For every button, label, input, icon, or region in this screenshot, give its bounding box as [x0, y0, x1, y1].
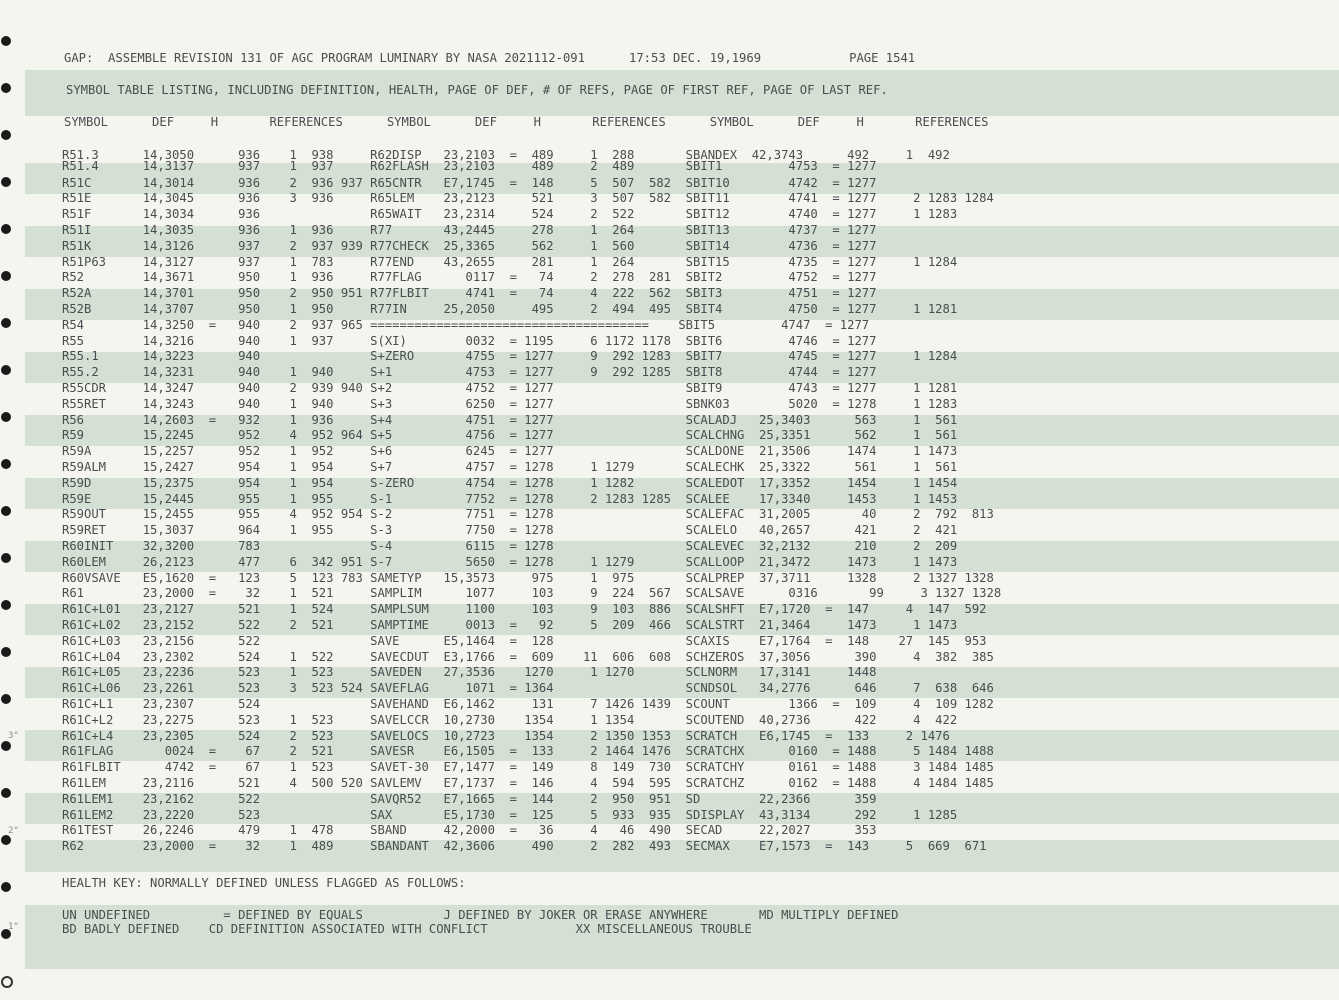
table-row: R51C 14,3014 936 2 936 937 R65CNTR E7,1745 = 148 5 507 582 SBIT10 4742 = 1277 — [62, 175, 877, 190]
table-row: R59OUT 15,2455 955 4 952 954 S-2 7751 = 1278 SCALEFAC 31,2005 40 2 792 813 — [62, 507, 994, 522]
table-row: R61C+L1 23,2307 524 SAVEHAND E6,1462 131 7 1426 1439 SCOUNT 1366 = 109 4 109 1282 — [62, 696, 994, 711]
table-row: R61 23,2000 = 32 1 521 SAMPLIM 1077 103 9 224 567 SCALSAVE 0316 99 3 1327 1328 — [62, 586, 1002, 601]
feed-hole — [1, 788, 11, 798]
tractor-feed-holes — [0, 0, 20, 1000]
table-row: R59E 15,2445 955 1 955 S-1 7752 = 1278 2 1283 1285 SCALEE 17,3340 1453 1 1453 — [62, 491, 958, 506]
table-row: R59D 15,2375 954 1 954 S-ZERO 4754 = 1278 1 1282 SCALEDOT 17,3352 1454 1 1454 — [62, 475, 958, 490]
health-key-line-1: UN UNDEFINED = DEFINED BY EQUALS J DEFINED BY JOKER OR ERASE ANYWHERE MD MULTIPLY DEFINED — [62, 908, 899, 922]
table-row: R51E 14,3045 936 3 936 R65LEM 23,2123 521 3 507 582 SBIT11 4741 = 1277 2 1283 1284 — [62, 191, 994, 206]
table-row: R51.4 14,3137 937 1 937 R62FLASH 23,2103 489 2 489 SBIT1 4753 = 1277 — [62, 159, 877, 173]
table-row: R60LEM 26,2123 477 6 342 951 S-7 5650 = 1278 1 1279 SCALLOOP 21,3472 1473 1 1473 — [62, 554, 958, 569]
table-row: R61C+L2 23,2275 523 1 523 SAVELCCR 10,2730 1354 1 1354 SCOUTEND 40,2736 422 4 422 — [62, 712, 958, 727]
table-row: R62 23,2000 = 32 1 489 SBANDANT 42,3606 490 2 282 493 SECMAX E7,1573 = 143 5 669 671 — [62, 839, 987, 854]
table-row: R61C+L4 23,2305 524 2 523 SAVELOCS 10,2723 1354 2 1350 1353 SCRATCH E6,1745 = 133 2 1476 — [62, 728, 950, 743]
table-row: R51F 14,3034 936 R65WAIT 23,2314 524 2 522 SBIT12 4740 = 1277 1 1283 — [62, 207, 958, 222]
table-row: R61LEM 23,2116 521 4 500 520 SAVLEMV E7,1737 = 146 4 594 595 SCRATCHZ 0162 = 1488 4 1484 1485 — [62, 775, 994, 790]
table-row: R56 14,2603 = 932 1 936 S+4 4751 = 1277 SCALADJ 25,3403 563 1 561 — [62, 412, 958, 427]
table-row: R61LEM1 23,2162 522 SAVQR52 E7,1665 = 144 2 950 951 SD 22,2366 359 — [62, 791, 877, 806]
table-row: R59 15,2245 952 4 952 964 S+5 4756 = 1277 SCALCHNG 25,3351 562 1 561 — [62, 428, 958, 443]
feed-hole — [1, 459, 11, 469]
table-row: R61FLBIT 4742 = 67 1 523 SAVET-30 E7,1477 = 149 8 149 730 SCRATCHY 0161 = 1488 3 1484 1485 — [62, 760, 994, 775]
table-row: R54 14,3250 = 940 2 937 965 ====================================== SBIT5 4747 = 1277 — [62, 317, 870, 332]
feed-hole — [1, 318, 11, 328]
table-row: R61C+L02 23,2152 522 2 521 SAMPTIME 0013 = 92 5 209 466 SCALSTRT 21,3464 1473 1 1473 — [62, 617, 958, 632]
table-row: R61C+L06 23,2261 523 3 523 524 SAVEFLAG 1071 = 1364 SCNDSOL 34,2776 646 7 638 646 — [62, 681, 994, 696]
table-row: R55CDR 14,3247 940 2 939 940 S+2 4752 = 1277 SBIT9 4743 = 1277 1 1281 — [62, 380, 958, 395]
table-row: R61C+L01 23,2127 521 1 524 SAMPLSUM 1100 103 9 103 886 SCALSHFT E7,1720 = 147 4 147 592 — [62, 602, 987, 617]
table-row: R61C+L05 23,2236 523 1 523 SAVEDEN 27,3536 1270 1 1270 SCLNORM 17,3141 1448 — [62, 665, 877, 680]
table-row: R60VSAVE E5,1620 = 123 5 123 783 SAMETYP 15,3573 975 1 975 SCALPREP 37,3711 1328 2 1327 1328 — [62, 570, 994, 585]
feed-hole — [1, 412, 11, 422]
feed-hole — [1, 976, 13, 988]
feed-hole — [1, 224, 11, 234]
table-subtitle: SYMBOL TABLE LISTING, INCLUDING DEFINITION, HEALTH, PAGE OF DEF, # OF REFS, PAGE OF FIRST REF, PAGE OF LAST REF. — [66, 83, 888, 97]
feed-hole — [1, 36, 11, 46]
margin-mark: 3" — [8, 731, 19, 741]
feed-hole — [1, 647, 11, 657]
table-row: R60INIT 32,3200 783 S-4 6115 = 1278 SCALEVEC 32,2132 210 2 209 — [62, 538, 958, 553]
table-row: R52A 14,3701 950 2 950 951 R77FLBIT 4741 = 74 4 222 562 SBIT3 4751 = 1277 — [62, 286, 877, 301]
table-row: R61LEM2 23,2220 523 SAX E5,1730 = 125 5 933 935 SDISPLAY 43,3134 292 1 1285 — [62, 807, 958, 822]
table-row: R61TEST 26,2246 479 1 478 SBAND 42,2000 = 36 4 46 490 SECAD 22,2027 353 — [62, 823, 877, 838]
feed-hole — [1, 271, 11, 281]
health-key-title: HEALTH KEY: NORMALLY DEFINED UNLESS FLAGGED AS FOLLOWS: — [62, 876, 466, 890]
table-row: R55RET 14,3243 940 1 940 S+3 6250 = 1277 SBNK03 5020 = 1278 1 1283 — [62, 396, 958, 411]
table-row: R59A 15,2257 952 1 952 S+6 6245 = 1277 SCALDONE 21,3506 1474 1 1473 — [62, 444, 958, 459]
table-row: R51I 14,3035 936 1 936 R77 43,2445 278 1 264 SBIT13 4737 = 1277 — [62, 222, 877, 237]
feed-hole — [1, 130, 11, 140]
feed-hole — [1, 83, 11, 93]
feed-hole — [1, 600, 11, 610]
table-row: R61C+L04 23,2302 524 1 522 SAVECDUT E3,1766 = 609 11 606 608 SCHZEROS 37,3056 390 4 382 385 — [62, 649, 994, 664]
health-key-line-2: BD BADLY DEFINED CD DEFINITION ASSOCIATED WITH CONFLICT XX MISCELLANEOUS TROUBLE — [62, 922, 752, 936]
feed-hole — [1, 506, 11, 516]
table-row: R59RET 15,3037 964 1 955 S-3 7750 = 1278 SCALELO 40,2657 421 2 421 — [62, 523, 958, 538]
feed-hole — [1, 882, 11, 892]
table-row: R55 14,3216 940 1 937 S(XI) 0032 = 1195 6 1172 1178 SBIT6 4746 = 1277 — [62, 333, 877, 348]
table-row: R55.2 14,3231 940 1 940 S+1 4753 = 1277 9 292 1285 SBIT8 4744 = 1277 — [62, 365, 877, 380]
feed-hole — [1, 553, 11, 563]
margin-mark: 2" — [8, 826, 19, 836]
feed-hole — [1, 741, 11, 751]
table-row: R61FLAG 0024 = 67 2 521 SAVESR E6,1505 = 133 2 1464 1476 SCRATCHX 0160 = 1488 5 1484 1488 — [62, 744, 994, 759]
header-line: GAP: ASSEMBLE REVISION 131 OF AGC PROGRAM LUMINARY BY NASA 2021112-091 17:53 DEC. 19,1969 PAGE 1541 — [64, 51, 916, 65]
table-row: R51.3 14,3050 936 1 938 R62DISP 23,2103 = 489 1 288 SBANDEX 42,3743 492 1 492 — [62, 148, 950, 162]
column-header: SYMBOL DEF H REFERENCES SYMBOL DEF H REFERENCES SYMBOL DEF H REFERENCES — [64, 115, 989, 129]
table-row: R59ALM 15,2427 954 1 954 S+7 4757 = 1278 1 1279 SCALECHK 25,3322 561 1 561 — [62, 459, 958, 474]
feed-hole — [1, 835, 11, 845]
table-row: R52B 14,3707 950 1 950 R77IN 25,2050 495 2 494 495 SBIT4 4750 = 1277 1 1281 — [62, 301, 958, 316]
table-row: R52 14,3671 950 1 936 R77FLAG 0117 = 74 2 278 281 SBIT2 4752 = 1277 — [62, 270, 877, 285]
table-row: R51P63 14,3127 937 1 783 R77END 43,2655 281 1 264 SBIT15 4735 = 1277 1 1284 — [62, 254, 958, 269]
table-row: R51K 14,3126 937 2 937 939 R77CHECK 25,3365 562 1 560 SBIT14 4736 = 1277 — [62, 238, 877, 253]
feed-hole — [1, 365, 11, 375]
table-row: R55.1 14,3223 940 S+ZERO 4755 = 1277 9 292 1283 SBIT7 4745 = 1277 1 1284 — [62, 349, 958, 364]
feed-hole — [1, 177, 11, 187]
feed-hole — [1, 694, 11, 704]
margin-mark: 1" — [8, 922, 19, 932]
table-row: R61C+L03 23,2156 522 SAVE E5,1464 = 128 SCAXIS E7,1764 = 148 27 145 953 — [62, 633, 987, 648]
